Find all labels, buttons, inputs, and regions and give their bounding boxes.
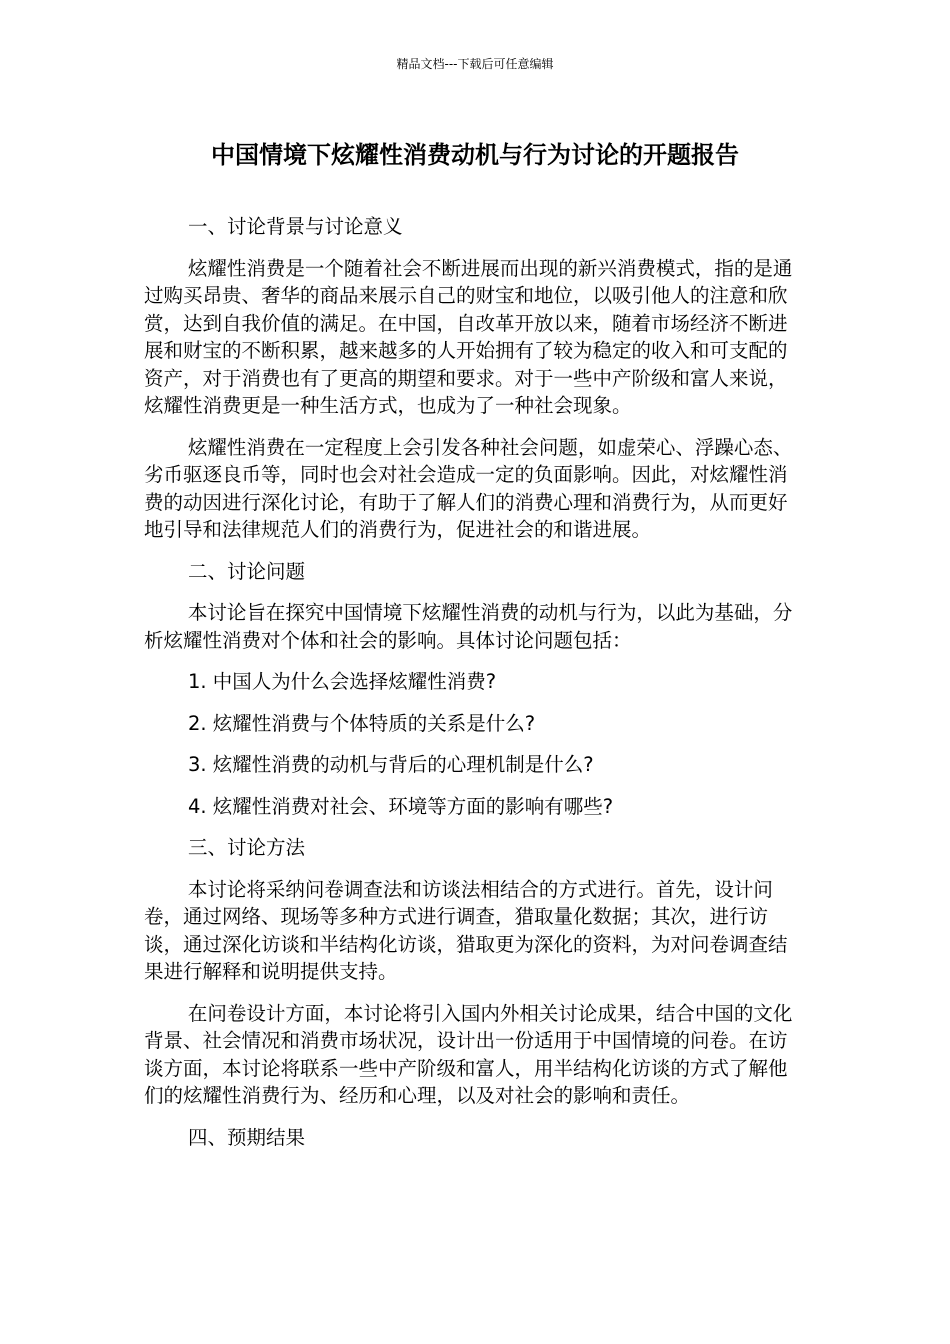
section-heading-background: 一、讨论背景与讨论意义 [188,215,403,238]
section-heading-methods: 三、讨论方法 [188,836,306,859]
question-item-4: 4. 炫耀性消费对社会、环境等方面的影响有哪些? [188,794,614,818]
question-item-1: 1. 中国人为什么会选择炫耀性消费? [188,670,497,693]
document-body [144,213,804,1165]
paragraph-background-2: 炫耀性消费在一定程度上会引发各种社会问题，如虚荣心、浮躁心态、劣币驱逐良币等，同时也会对社会造成一定的负面影响。因此，对炫耀性消费的动因进行深化讨论，有助于了解人们的消费心理和消费行为，从而更好地引导和法律规范人们的消费行为，促进社会的和谐进展。 [144,435,793,541]
header-note: 精品文档---下载后可任意编辑 [396,57,554,71]
question-item-3: 3. 炫耀性消费的动机与背后的心理机制是什么? [188,753,594,776]
section-heading-expected-results: 四、预期结果 [188,1125,306,1149]
paragraph-background-1: 炫耀性消费是一个随着社会不断进展而出现的新兴消费模式，指的是通过购买昂贵、奢华的商品来展示自己的财宝和地位，以吸引他人的注意和欣赏，达到自我价值的满足。在中国，自改革开放以来，随着市场经济不断进展和财宝的不断积累，越来越多的人开始拥有了较为稳定的收入和可支配的资产，对于消费也有了更高的期望和要求。对于一些中产阶级和富人来说，炫耀性消费更是一种生活方式，也成为了一种社会现象。 [144,256,793,417]
question-item-2: 2. 炫耀性消费与个体特质的关系是什么? [188,711,536,735]
section-heading-questions: 二、讨论问题 [188,559,306,583]
paragraph-questions-intro: 本讨论旨在探究中国情境下炫耀性消费的动机与行为，以此为基础，分析炫耀性消费对个体和社会的影响。具体讨论问题包括： [144,601,793,652]
document-title: 中国情境下炫耀性消费动机与行为讨论的开题报告 [211,141,739,169]
paragraph-methods-2: 在问卷设计方面，本讨论将引入国内外相关讨论成果，结合中国的文化背景、社会情况和消费市场状况，设计出一份适用于中国情境的问卷。在访谈方面，本讨论将联系一些中产阶级和富人，用半结构化访谈的方式了解他们的炫耀性消费行为、经历和心理，以及对社会的影响和责任。 [144,1001,793,1107]
paragraph-methods-1: 本讨论将采纳问卷调查法和访谈法相结合的方式进行。首先，设计问卷，通过网络、现场等多种方式进行调查，猎取量化数据；其次，进行访谈，通过深化访谈和半结构化访谈，猎取更为深化的资料，为对问卷调查结果进行解释和说明提供支持。 [144,877,788,983]
